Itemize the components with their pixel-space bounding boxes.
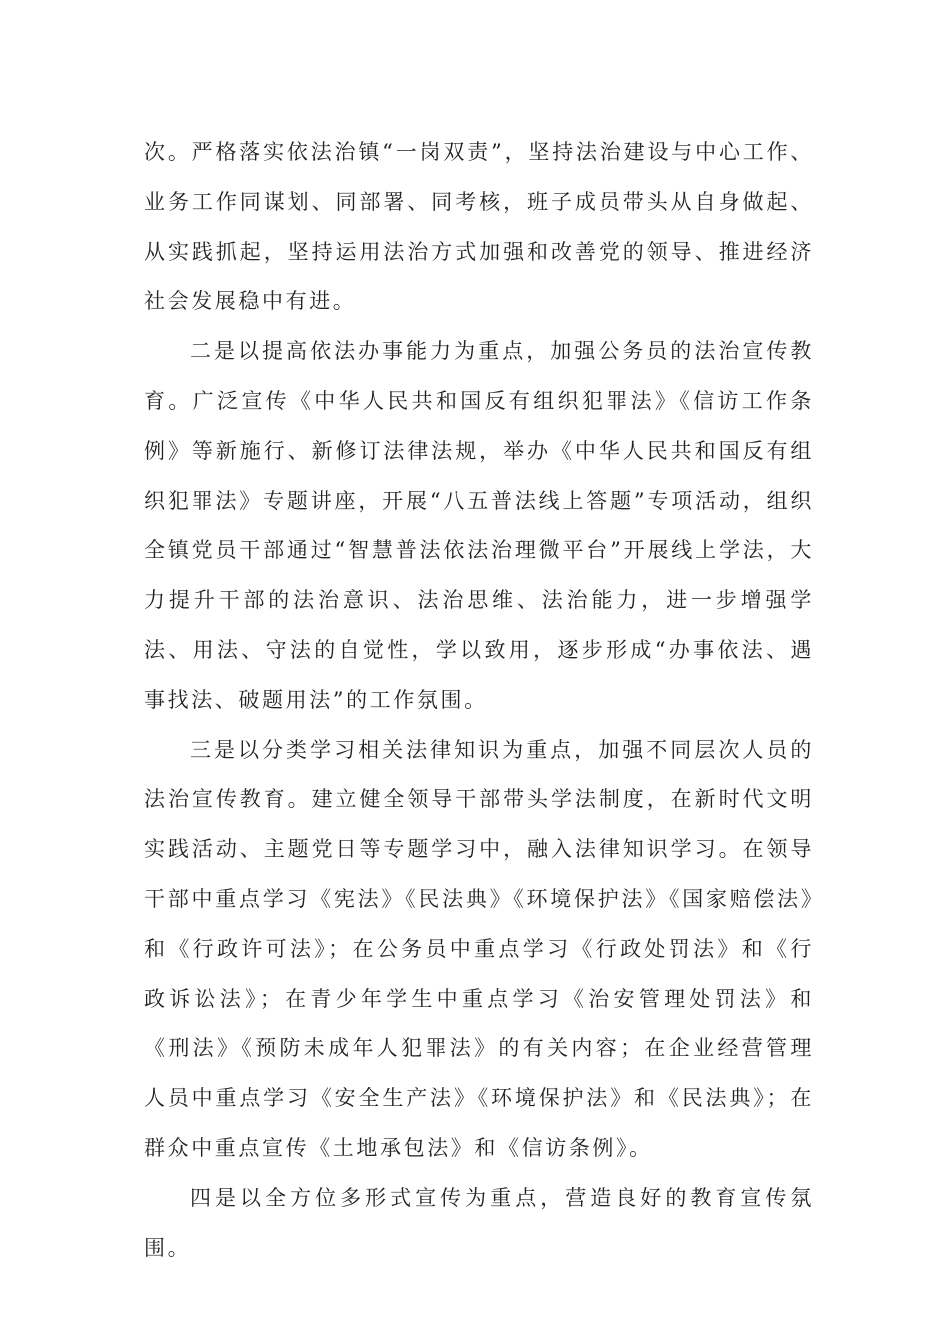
paragraph-two: 二是以提高依法办事能力为重点，加强公务员的法治宣传教育。广泛宣传《中华人民共和国反有组织犯罪法》《信访工作条例》等新施行、新修订法律法规，举办《中华人民共和国反有组织犯罪法》专题讲座，开展“八五普法线上答题”专项活动，组织全镇党员干部通过“智慧普法依法治理微平台”开展线上学法，大力提升干部的法治意识、法治思维、法治能力，进一步增强学法、用法、守法的自觉性，学以致用，逐步形成“办事依法、遇事找法、破题用法”的工作氛围。: [144, 339, 814, 712]
paragraph-continuation: 次。严格落实依法治镇“一岗双责”，坚持法治建设与中心工作、业务工作同谋划、同部署、同考核，班子成员带头从自身做起、从实践抓起，坚持运用法治方式加强和改善党的领导、推进经济社会发展稳中有进。: [144, 140, 814, 314]
document-body: [144, 128, 814, 1273]
paragraph-four: 四是以全方位多形式宣传为重点，营造良好的教育宣传氛围。: [144, 1185, 814, 1260]
paragraph-three: 三是以分类学习相关法律知识为重点，加强不同层次人员的法治宣传教育。建立健全领导干部带头学法制度，在新时代文明实践活动、主题党日等专题学习中，融入法律知识学习。在领导干部中重点学习《宪法》《民法典》《环境保护法》《国家赔偿法》和《行政许可法》；在公务员中重点学习《行政处罚法》和《行政诉讼法》；在青少年学生中重点学习《治安管理处罚法》和《刑法》《预防未成年人犯罪法》的有关内容；在企业经营管理人员中重点学习《安全生产法》《环境保护法》和《民法典》；在群众中重点宣传《土地承包法》和《信访条例》。: [144, 737, 814, 1160]
